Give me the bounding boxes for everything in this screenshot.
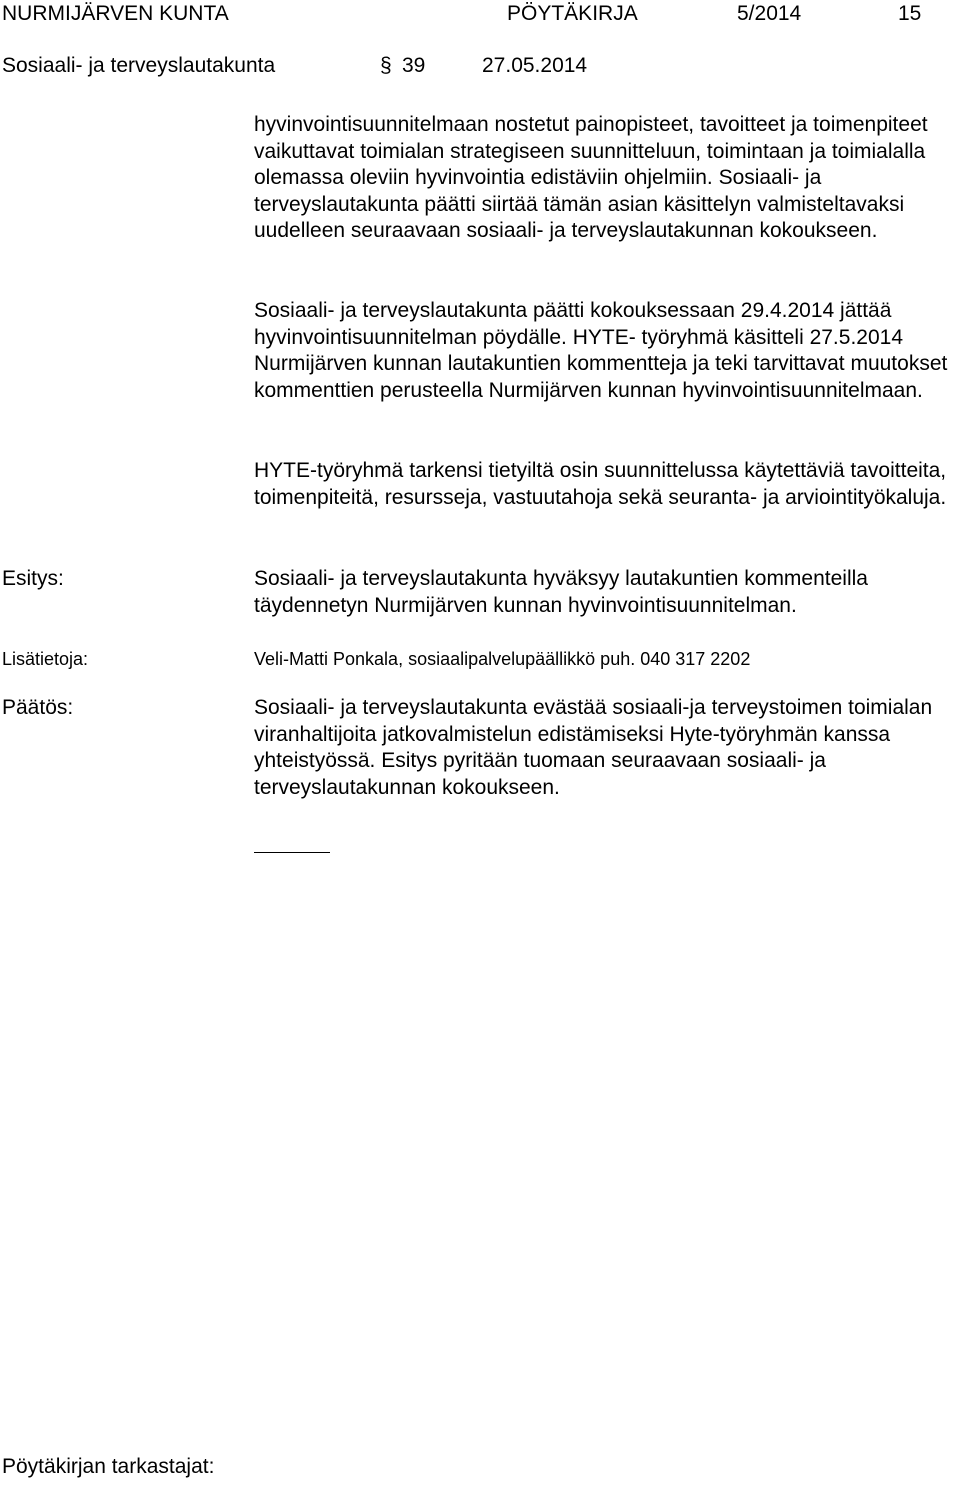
paragraph-text: Sosiaali- ja terveyslautakunta päätti kokouksessaan 29.4.2014 jättää hyvinvointisuunnitelman pöydälle. HYTE- työryhmä käsitteli 27.5.2014 Nurmijärven kunnan lautakuntien kommentteja ja teki tarvittavat muutokset kommenttien perusteella Nurmijärven kunnan hyvinvointisuunnitelmaan.: [254, 299, 948, 402]
end-divider: [254, 852, 330, 853]
contact-info: Veli-Matti Ponkala, sosiaalipalvelupäällikkö puh. 040 317 2202: [254, 649, 751, 669]
info-label: Lisätietoja:: [2, 649, 89, 669]
section-sign: §: [380, 54, 392, 77]
municipality-name: NURMIJÄRVEN KUNTA: [2, 2, 229, 25]
document-type: PÖYTÄKIRJA: [507, 2, 638, 25]
paragraph-text: HYTE-työryhmä tarkensi tietyiltä osin suunnittelussa käytettäviä tavoitteita, toimenpiteitä, resursseja, vastuutahoja sekä seuranta- ja arviointityökaluja.: [254, 459, 947, 509]
decision-paragraph: Sosiaali- ja terveyslautakunta evästää sosiaali-ja terveystoimen toimialan viranhaltijoita jatkovalmistelun edistämiseksi Hyte-työryhmän kanssa yhteistyössä. Esitys pyritään tuomaan seuraavaan sosiaali- ja terveyslautakunnan kokoukseen.: [254, 696, 933, 799]
body-paragraph-1: [254, 112, 954, 245]
section-number: 39: [402, 54, 426, 77]
board-name: Sosiaali- ja terveyslautakunta: [2, 54, 276, 77]
paragraph-text: hyvinvointisuunnitelmaan nostetut painopisteet, tavoitteet ja toimenpiteet vaikuttavat toimialan strategiseen suunnitteluun, toimintaan ja toimialalla olemassa oleviin hyvinvointia edistäviin ohjelmiin. Sosiaali- ja terveyslautakunta päätti siirtää tämän asian käsittelyn valmisteltavaksi uudelleen seuraavaan sosiaali- ja terveyslautakunnan kokoukseen.: [254, 113, 928, 242]
meeting-date: 27.05.2014: [482, 54, 588, 77]
minutes-checkers-label: Pöytäkirjan tarkastajat:: [2, 1455, 215, 1478]
proposal-text: [254, 566, 954, 619]
body-paragraph-2: [254, 298, 954, 404]
proposal-label: Esitys:: [2, 567, 64, 590]
proposal-paragraph: Sosiaali- ja terveyslautakunta hyväksyy lautakuntien kommenteilla täydennetyn Nurmijärven kunnan hyvinvointisuunnitelman.: [254, 567, 868, 617]
decision-label: Päätös:: [2, 696, 74, 719]
document-number: 5/2014: [737, 2, 802, 25]
page-number: 15: [898, 2, 922, 25]
decision-text: [254, 695, 954, 801]
body-paragraph-3: [254, 458, 954, 511]
